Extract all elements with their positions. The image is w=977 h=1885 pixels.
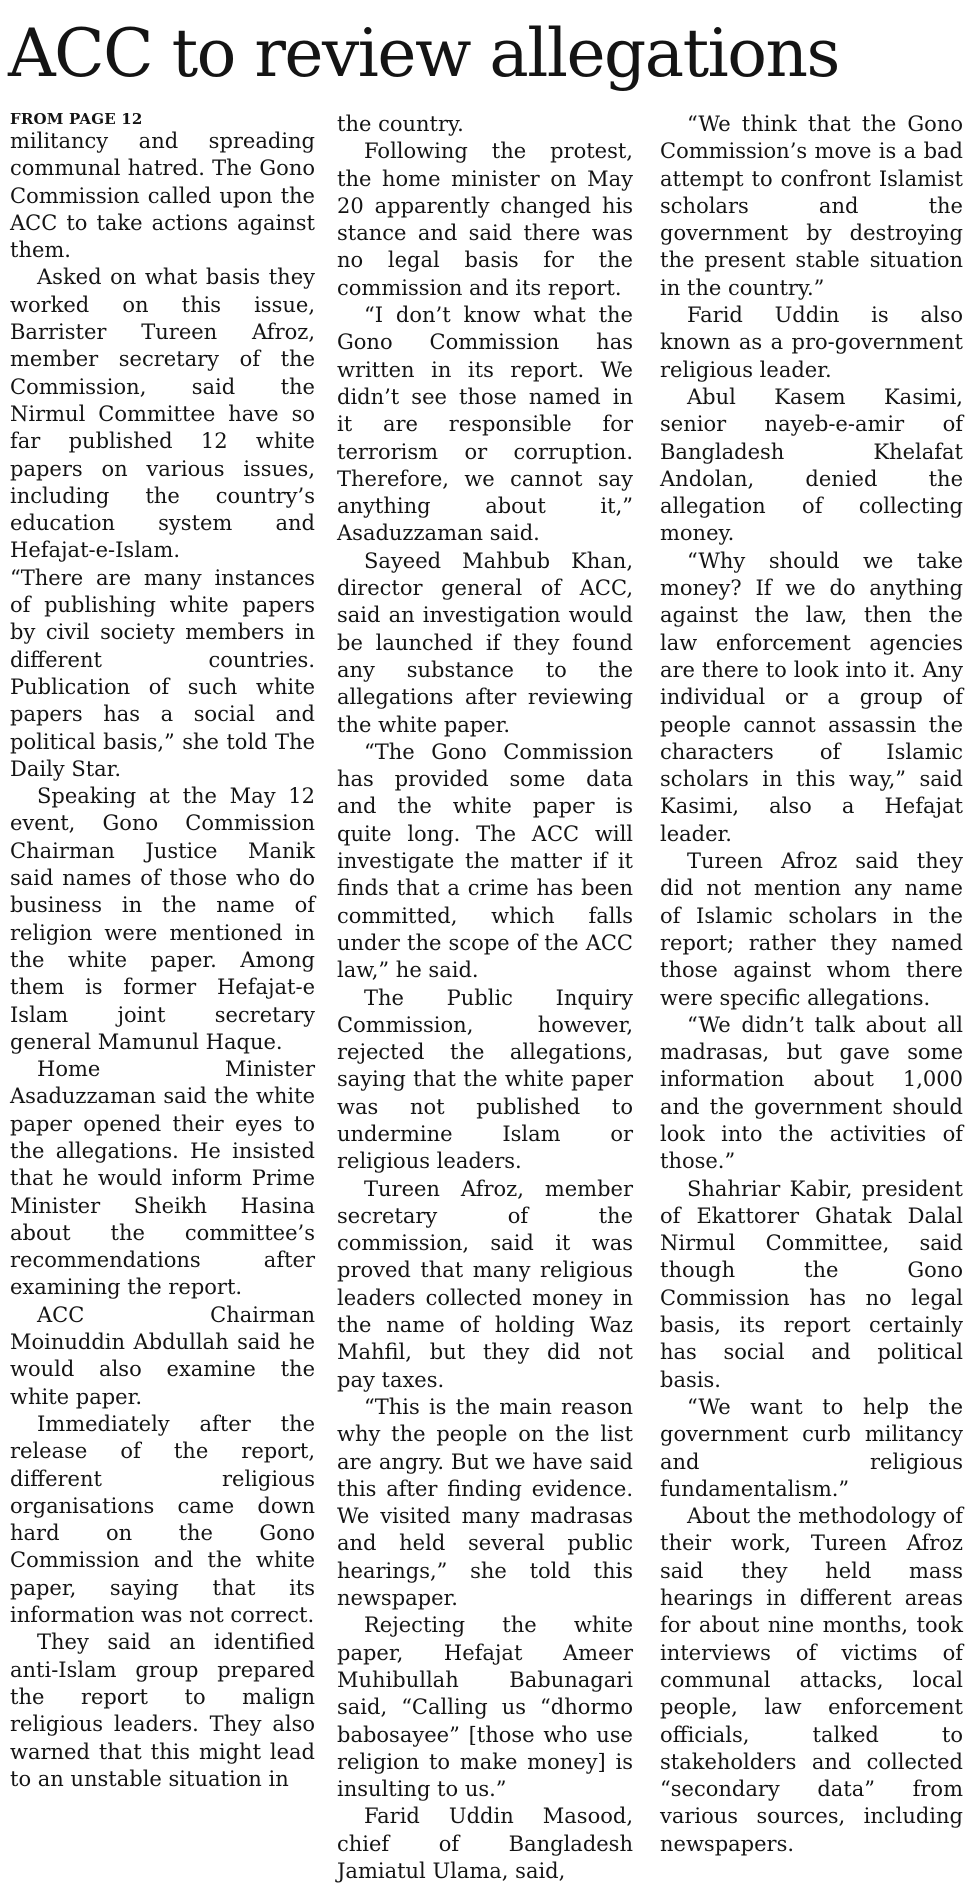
- paragraph: About the methodology of their work, Tureen Afroz said they held mass hearings in different areas for about nine months, took interviews of victims of communal attacks, local people, law enforcement officials, talked to stakeholders and collected “secondary data” from various sources, including newspapers.: [660, 1504, 963, 1856]
- paragraph: “We didn’t talk about all madrasas, but gave some information about 1,000 and the government should look into the activities of those.”: [660, 1012, 963, 1174]
- paragraph: the country.: [337, 112, 464, 136]
- headline: ACC to review allegations: [8, 15, 839, 92]
- paragraph: Shahriar Kabir, president of Ekattorer Ghatak Dalal Nirmul Committee, said though the Gono Commission has no legal basis, its report certainly has social and political basis.: [660, 1176, 963, 1392]
- paragraph: “There are many instances of publishing white papers by civil society members in different countries. Publication of such white papers has a social and political basis,” she told The Daily Star.: [10, 565, 315, 781]
- continuation-kicker: FROM PAGE 12: [10, 110, 143, 128]
- paragraph: militancy and spreading communal hatred. The Gono Commission called upon the ACC to take actions against them.: [10, 129, 315, 263]
- paragraph: ACC Chairman Moinuddin Abdullah said he would also examine the white paper.: [10, 1302, 315, 1409]
- paragraph: Farid Uddin Masood, chief of Bangladesh Jamiatul Ulama, said,: [337, 1804, 633, 1883]
- paragraph: “We think that the Gono Commission’s move is a bad attempt to confront Islamist scholars and the government by destroying the present stable situation in the country.”: [660, 112, 963, 300]
- paragraph: Sayeed Mahbub Khan, director general of ACC, said an investigation would be launched if they found any substance to the allegations after reviewing the white paper.: [337, 548, 633, 737]
- paragraph: Abul Kasem Kasimi, senior nayeb-e-amir of Bangladesh Khelafat Andolan, denied the allegation of collecting money.: [660, 384, 963, 546]
- article-column-3: [660, 111, 963, 1861]
- paragraph: Tureen Afroz said they did not mention any name of Islamic scholars in the report; rather they named those against whom there were specific allegations.: [660, 849, 963, 1010]
- paragraph: Immediately after the release of the report, different religious organisations came down hard on the Gono Commission and the white paper, saying that its information was not correct.: [10, 1411, 315, 1628]
- paragraph: Following the protest, the home minister on May 20 apparently changed his stance and said there was no legal basis for the commission and its report.: [337, 139, 633, 300]
- paragraph: “The Gono Commission has provided some data and the white paper is quite long. The ACC will investigate the matter if it finds that a crime has been committed, which falls under the scope of the ACC law,” he said.: [337, 739, 633, 983]
- paragraph: “Why should we take money? If we do anything against the law, then the law enforcement agencies are there to look into it. Any individual or a group of people cannot assassin the characters of Islamic scholars in this way,” said Kasimi, also a Hefajat leader.: [660, 548, 963, 846]
- article-column-2: [337, 111, 633, 1883]
- paragraph: “We want to help the government curb militancy and religious fundamentalism.”: [660, 1394, 963, 1501]
- article-column-1: [10, 110, 315, 1860]
- paragraph: Asked on what basis they worked on this issue, Barrister Tureen Afroz, member secretary of the Commission, said the Nirmul Committee have so far published 12 white papers on various issues, including the country’s education system and Hefajat-e-Islam.: [10, 265, 315, 563]
- paragraph: “I don’t know what the Gono Commission has written in its report. We didn’t see those named in it are responsible for terrorism or corruption. Therefore, we cannot say anything about it,” Asaduzzaman said.: [337, 303, 633, 546]
- paragraph: Farid Uddin is also known as a pro-government religious leader.: [660, 303, 963, 382]
- paragraph: Rejecting the white paper, Hefajat Ameer Muhibullah Babunagari said, “Calling us “dhormo babosayee” [those who use religion to make money] is insulting to us.”: [337, 1613, 633, 1802]
- paragraph: They said an identified anti-Islam group prepared the report to malign religious leaders. They also warned that this might lead to an unstable situation in: [10, 1630, 315, 1791]
- paragraph: The Public Inquiry Commission, however, rejected the allegations, saying that the white paper was not published to undermine Islam or religious leaders.: [337, 985, 633, 1174]
- paragraph: “This is the main reason why the people on the list are angry. But we have said this after finding evidence. We visited many madrasas and held several public hearings,” she told this newspaper.: [337, 1394, 633, 1611]
- paragraph: Home Minister Asaduzzaman said the white paper opened their eyes to the allegations. He insisted that he would inform Prime Minister Sheikh Hasina about the committee’s recommendations after examining the report.: [10, 1057, 315, 1300]
- paragraph: Tureen Afroz, member secretary of the commission, said it was proved that many religious leaders collected money in the name of holding Waz Mahfil, but they did not pay taxes.: [337, 1176, 633, 1392]
- paragraph: Speaking at the May 12 event, Gono Commission Chairman Justice Manik said names of those who do business in the name of religion were mentioned in the white paper. Among them is former Hefajat-e Islam joint secretary general Mamunul Haque.: [10, 784, 315, 1054]
